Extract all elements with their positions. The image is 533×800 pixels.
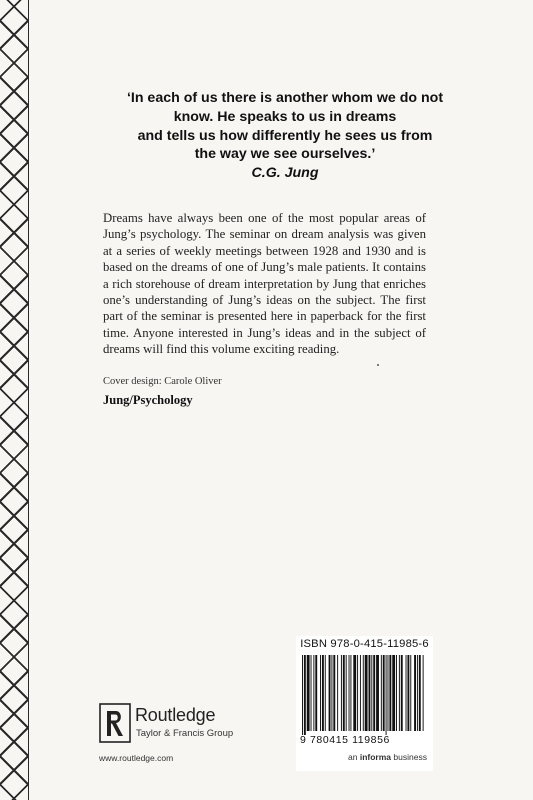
informa-suffix: business: [393, 752, 427, 762]
barcode-bar: [386, 655, 387, 735]
barcode-bar: [407, 655, 409, 731]
barcode-bar: [410, 655, 411, 731]
publisher-block: [99, 703, 259, 765]
barcode-bar: [363, 655, 364, 731]
barcode-bar: [322, 655, 324, 731]
subject-category: Jung/Psychology: [103, 393, 193, 407]
barcode-graphic: [300, 655, 429, 735]
quote-line: the way we see ourselves.’: [194, 146, 376, 163]
quote-line: and tells us how differently he sees us from: [137, 127, 433, 144]
barcode-bar: [389, 655, 391, 731]
informa-prefix: an: [348, 752, 358, 762]
barcode-bar: [392, 655, 395, 731]
barcode-bar: [333, 655, 335, 731]
routledge-logo-icon: [99, 703, 131, 743]
barcode-bar: [399, 655, 400, 731]
barcode-bar: [414, 655, 416, 731]
isbn-barcode-panel: [296, 636, 433, 771]
barcode-bar: [401, 655, 403, 731]
epigraph-quote: [60, 89, 510, 183]
barcode-bar: [349, 655, 350, 731]
publisher-url: www.routledge.com: [99, 753, 174, 763]
barcode-bar: [353, 655, 356, 731]
barcode-bar: [307, 655, 310, 731]
cover-design-credit: Cover design: Carole Oliver: [103, 376, 222, 387]
barcode-bar: [325, 655, 326, 731]
barcode-bar: [360, 655, 361, 731]
barcode-bar: [406, 655, 407, 731]
barcode-bar: [371, 655, 372, 731]
barcode-bar: [396, 655, 397, 731]
barcode-bar: [369, 655, 371, 731]
barcode-bar: [381, 655, 382, 731]
book-description: Dreams have always been one of the most popular areas of Jung’s psychology. The seminar on dream analysis was given at a series of weekly meetings between 1928 and 1930 and is based on the dreams of one of Jung’s male patients. It contains a rich storehouse of dream interpretation by Jung that enriches one’s understanding of Jung’s ideas on the subject. The first part of the seminar is presented here in paperback for the first time. Anyone interested in Jung’s ideas and in the subject of dreams will find this volume exciting reading.: [103, 211, 426, 357]
barcode-bar: [383, 655, 385, 731]
informa-tagline: [348, 752, 427, 762]
barcode-bar: [315, 655, 317, 731]
barcode-bar: [320, 655, 321, 731]
barcode-bar: [302, 655, 303, 735]
barcode-bar: [365, 655, 368, 731]
isbn-label: ISBN 978-0-415-11985-6: [300, 638, 429, 650]
stray-dot: [377, 364, 379, 366]
barcode-bar: [417, 655, 418, 731]
quote-line: know. He speaks to us in dreams: [173, 108, 397, 125]
barcode-bar: [346, 655, 347, 731]
barcode-bar: [304, 655, 306, 735]
barcode-bar: [376, 655, 379, 731]
publisher-group: Taylor & Francis Group: [136, 728, 234, 739]
barcode-bar: [313, 655, 314, 731]
barcode-bar: [357, 655, 358, 731]
barcode-bar: [343, 655, 345, 731]
barcode-bar: [337, 655, 338, 731]
barcode-bar: [350, 655, 351, 731]
barcode-bar: [329, 655, 331, 731]
barcode-bar: [373, 655, 375, 731]
barcode-bar: [311, 655, 312, 731]
isbn-digits: 9 780415 119856: [300, 734, 390, 746]
quote-line: ‘In each of us there is another whom we do not: [126, 90, 444, 106]
barcode-bar: [388, 655, 389, 731]
quote-attribution: C.G. Jung: [251, 165, 319, 182]
barcode-bar: [423, 655, 424, 731]
publisher-name: Routledge: [135, 705, 216, 725]
barcode-bar: [419, 655, 421, 731]
informa-brand: informa: [359, 752, 392, 762]
barcode-bar: [331, 655, 332, 731]
barcode-bar: [341, 655, 342, 731]
decorative-border-pattern: [0, 0, 29, 800]
